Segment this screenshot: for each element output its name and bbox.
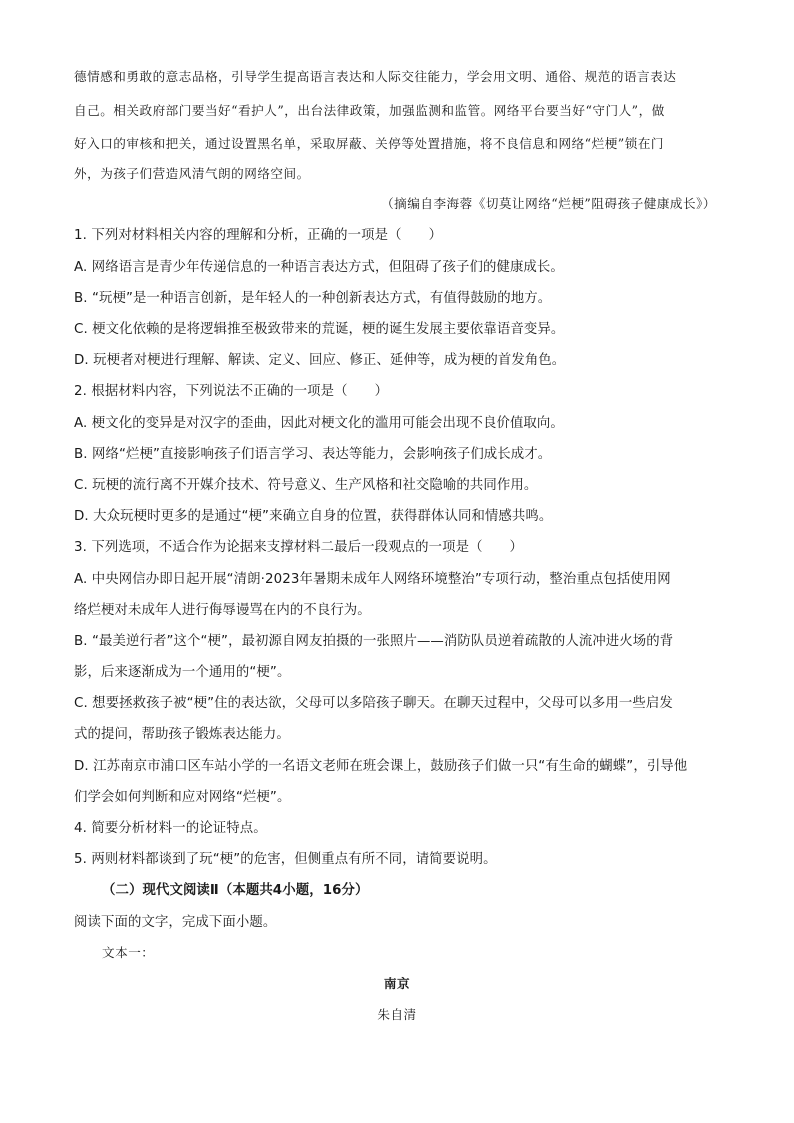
article-author: 朱自清 (377, 1007, 417, 1022)
passage-line-3: 好入口的审核和把关，通过设置黑名单，采取屏蔽、关停等处置措施，将不良信息和网络“烂梗”锁在门 (74, 136, 665, 151)
question-2-option-a: A. 梗文化的变异是对汉字的歪曲，因此对梗文化的滥用可能会出现不良价值取向。 (74, 416, 564, 431)
question-1-stem: 1. 下列对材料相关内容的理解和分析，正确的一项是（ ） (74, 228, 443, 243)
question-4: 4. 简要分析材料一的论证特点。 (74, 821, 267, 836)
passage-line-2: 自己。相关政府部门要当好“看护人”，出台法律政策，加强监测和监管。网络平台要当好“守门人”，做 (74, 103, 665, 118)
question-1-option-d: D. 玩梗者对梗进行理解、解读、定义、回应、修正、延伸等，成为梗的首发角色。 (74, 353, 566, 368)
question-3-option-c-line-1: C. 想要拯救孩子被“梗”住的表达欲，父母可以多陪孩子聊天。在聊天过程中，父母可以多用一些启发 (74, 696, 673, 711)
question-1-option-b: B. “玩梗”是一种语言创新，是年轻人的一种创新表达方式，有值得鼓励的地方。 (74, 291, 552, 306)
source-note: （摘编自李海蓉《切莫让网络“烂梗”阻碍孩子健康成长》） (381, 196, 716, 211)
question-3-option-c-line-2: 式的提问，帮助孩子锻炼表达能力。 (74, 727, 290, 742)
question-5: 5. 两则材料都谈到了玩“梗”的危害，但侧重点有所不同，请简要说明。 (74, 852, 497, 867)
article-title: 南京 (383, 976, 411, 991)
section-2-instruction: 阅读下面的文字，完成下面小题。 (74, 915, 277, 930)
question-2-stem: 2. 根据材料内容，下列说法不正确的一项是（ ） (74, 384, 389, 399)
question-3-option-d-line-1: D. 江苏南京市浦口区车站小学的一名语文老师在班会课上，鼓励孩子们做一只“有生命的蝴蝶”，引导他 (74, 759, 688, 774)
question-3-option-b-line-1: B. “最美逆行者”这个“梗”，最初源自网友拍摄的一张照片——消防队员逆着疏散的人流冲进火场的背 (74, 634, 674, 649)
question-2-option-d: D. 大众玩梗时更多的是通过“梗”来确立自身的位置，获得群体认同和情感共鸣。 (74, 509, 553, 524)
passage-line-4: 外，为孩子们营造风清气朗的网络空间。 (74, 166, 310, 181)
question-3-option-a-line-2: 络烂梗对未成年人进行侮辱谩骂在内的不良行为。 (74, 603, 371, 618)
section-2-heading: （二）现代文阅读Ⅱ（本题共4小题，16分） (102, 883, 369, 898)
question-1-option-a: A. 网络语言是青少年传递信息的一种语言表达方式，但阻碍了孩子们的健康成长。 (74, 260, 564, 275)
question-1-option-c: C. 梗文化依赖的是将逻辑推至极致带来的荒诞，梗的诞生发展主要依靠语音变异。 (74, 322, 565, 337)
text-1-label: 文本一： (102, 945, 155, 960)
question-2-option-b: B. 网络“烂梗”直接影响孩子们语言学习、表达等能力，会影响孩子们成长成才。 (74, 447, 552, 462)
question-3-option-b-line-2: 影，后来逐渐成为一个通用的“梗”。 (74, 665, 291, 680)
passage-line-1: 德情感和勇敢的意志品格，引导学生提高语言表达和人际交往能力，学会用文明、通俗、规范的语言表达 (74, 69, 677, 84)
question-3-option-a-line-1: A. 中央网信办即日起开展“清朗·2023年暑期未成年人网络环境整治”专项行动，整治重点包括使用网 (74, 572, 671, 587)
question-3-option-d-line-2: 们学会如何判断和应对网络“烂梗”。 (74, 790, 291, 805)
question-3-stem: 3. 下列选项，不适合作为论据来支撑材料二最后一段观点的一项是（ ） (74, 540, 524, 555)
question-2-option-c: C. 玩梗的流行离不开媒介技术、符号意义、生产风格和社交隐喻的共同作用。 (74, 478, 538, 493)
